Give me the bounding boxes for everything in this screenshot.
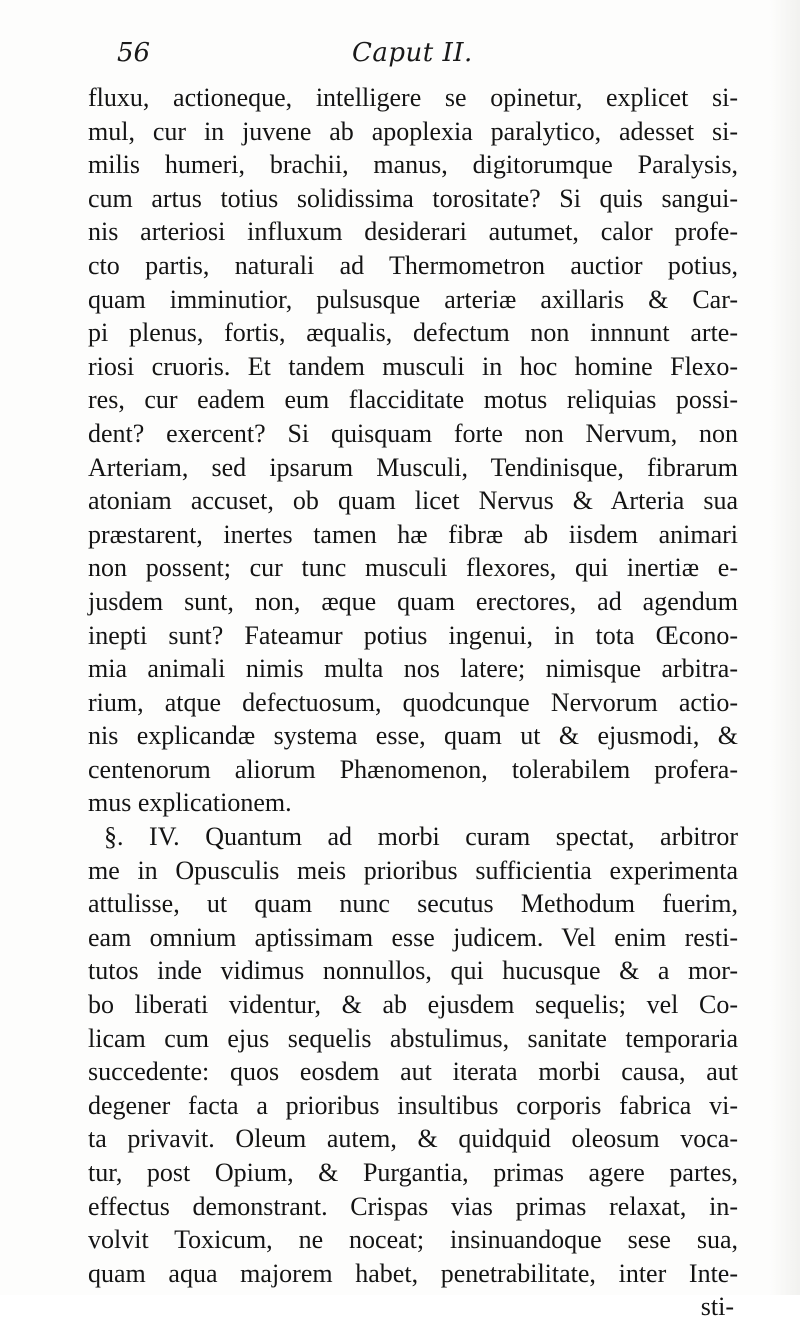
text-line: effectus demonstrant. Crispas vias primas relaxat, in-: [88, 1191, 738, 1221]
catchword: sti-: [700, 1292, 734, 1322]
text-line: dent? exercent? Si quisquam forte non Nervum, non: [88, 418, 738, 448]
text-line: inepti sunt? Fateamur potius ingenui, in tota Œcono-: [88, 620, 738, 650]
text-line: mia animali nimis multa nos latere; nimisque arbitra-: [88, 654, 738, 684]
text-line: tutos inde vidimus nonnullos, qui hucusque & a mor-: [88, 956, 738, 986]
text-line: me in Opusculis meis prioribus sufficientia experimenta: [88, 855, 738, 885]
section-heading-line: §. IV. Quantum ad morbi curam spectat, arbitror: [104, 822, 738, 852]
text-line: quam aqua majorem habet, penetrabilitate, inter Inte-: [88, 1258, 738, 1288]
text-line: cum artus totius solidissima torositate? Si quis sangui-: [88, 183, 738, 213]
text-line: eam omnium aptissimam esse judicem. Vel enim resti-: [88, 922, 738, 952]
text-line: centenorum aliorum Phænomenon, tolerabilem profera-: [88, 754, 738, 784]
text-line: cto partis, naturali ad Thermometron auctior potius,: [88, 250, 738, 280]
text-line: attulisse, ut quam nunc secutus Methodum fuerim,: [88, 889, 738, 919]
text-line: nis explicandæ systema esse, quam ut & ejusmodi, &: [88, 721, 738, 751]
paragraph-end-line: mus explicationem.: [88, 788, 292, 818]
text-line: pi plenus, fortis, æqualis, defectum non innnunt arte-: [88, 318, 738, 348]
text-line: volvit Toxicum, ne noceat; insinuandoque sese sua,: [88, 1225, 738, 1255]
text-line: milis humeri, brachii, manus, digitorumque Paralysis,: [88, 150, 738, 180]
text-line: licam cum ejus sequelis abstulimus, sanitate temporaria: [88, 1023, 738, 1053]
body-text: [88, 81, 738, 1324]
text-line: res, cur eadem eum flacciditate motus reliquias possi-: [88, 385, 738, 415]
text-line: bo liberati videntur, & ab ejusdem sequelis; vel Co-: [88, 990, 738, 1020]
page-edge-shadow: [770, 0, 800, 1295]
text-line: Arteriam, sed ipsarum Musculi, Tendinisque, fibrarum: [88, 452, 738, 482]
text-line: fluxu, actioneque, intelligere se opinetur, explicet si-: [88, 83, 738, 112]
running-head: [0, 38, 800, 78]
chapter-title: Caput II.: [352, 38, 473, 68]
text-line: rium, atque defectuosum, quodcunque Nervorum actio-: [88, 687, 738, 717]
text-line: succedente: quos eosdem aut iterata morbi causa, aut: [88, 1057, 738, 1087]
text-line: non possent; cur tunc musculi flexores, qui inertiæ e-: [88, 553, 738, 583]
text-line: riosi cruoris. Et tandem musculi in hoc homine Flexo-: [88, 351, 738, 381]
text-line: nis arteriosi influxum desiderari autumet, calor profe-: [88, 217, 738, 247]
text-line: atoniam accuset, ob quam licet Nervus & Arteria sua: [88, 486, 738, 516]
text-line: ta privavit. Oleum autem, & quidquid oleosum voca-: [88, 1124, 738, 1154]
page-number: 56: [117, 38, 151, 68]
text-line: tur, post Opium, & Purgantia, primas agere partes,: [88, 1158, 738, 1187]
text-line: præstarent, inertes tamen hæ fibræ ab iisdem animari: [88, 519, 738, 549]
text-line: jusdem sunt, non, æque quam erectores, ad agendum: [88, 586, 738, 616]
text-line: quam imminutior, pulsusque arteriæ axillaris & Car-: [88, 284, 738, 314]
text-line: degener facta a prioribus insultibus corporis fabrica vi-: [88, 1090, 738, 1120]
text-line: mul, cur in juvene ab apoplexia paralytico, adesset si-: [88, 116, 738, 146]
